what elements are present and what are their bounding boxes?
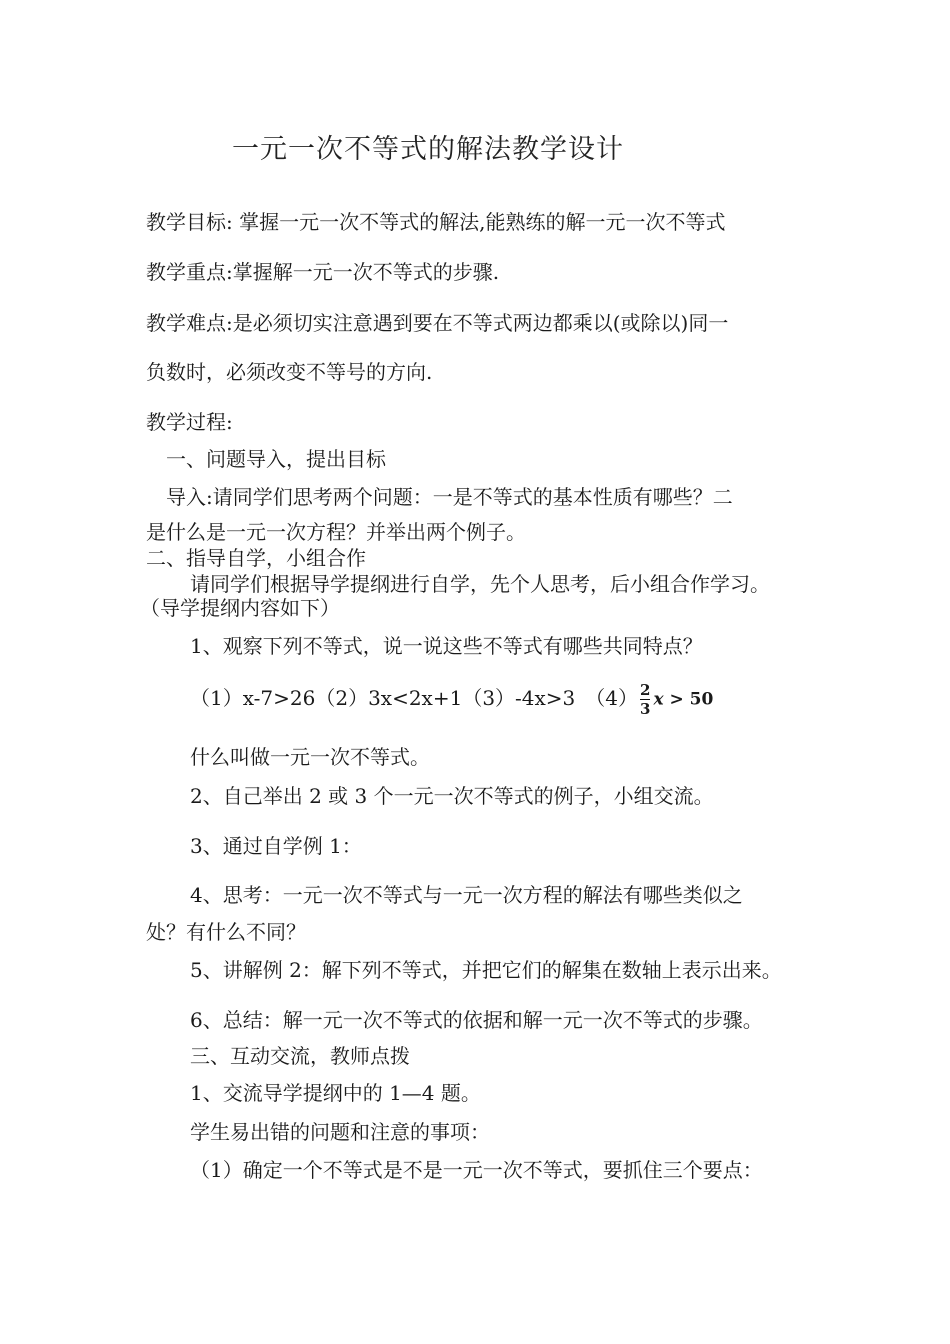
item-4-line-1: 4、思考：一元一次不等式与一元一次方程的解法有哪些类似之 bbox=[190, 883, 743, 907]
section-1-heading: 一、问题导入，提出目标 bbox=[166, 447, 386, 471]
teaching-goal: 教学目标: 掌握一元一次不等式的解法,能熟练的解一元一次不等式 bbox=[146, 210, 726, 234]
item-1: 1、观察下列不等式，说一说这些不等式有哪些共同特点？ bbox=[190, 634, 703, 658]
inequality-list bbox=[190, 680, 713, 718]
section-3-sub-1: （1）确定一个不等式是不是一元一次不等式，要抓住三个要点： bbox=[190, 1158, 763, 1182]
item-5: 5、讲解例 2：解下列不等式，并把它们的解集在数轴上表示出来。 bbox=[190, 958, 782, 982]
section-2-paragraph-line-2: （导学提纲内容如下） bbox=[140, 596, 340, 620]
section-3-item-1: 1、交流导学提纲中的 1—4 题。 bbox=[190, 1081, 481, 1105]
section-2-heading: 二、指导自学，小组合作 bbox=[146, 546, 366, 570]
item-1-question: 什么叫做一元一次不等式。 bbox=[190, 745, 430, 769]
section-1-paragraph-line-1: 导入:请同学们思考两个问题：一是不等式的基本性质有哪些？二 bbox=[166, 485, 733, 509]
fraction-numerator: 2 bbox=[640, 681, 651, 699]
item-2: 2、自己举出 2 或 3 个一元一次不等式的例子，小组交流。 bbox=[190, 784, 714, 808]
section-2-paragraph-line-1: 请同学们根据导学提纲进行自学，先个人思考，后小组合作学习。 bbox=[190, 572, 770, 596]
process-heading: 教学过程: bbox=[146, 410, 233, 434]
inequality-4-tail bbox=[653, 690, 713, 710]
section-3-note: 学生易出错的问题和注意的事项： bbox=[190, 1120, 490, 1144]
teaching-key-point: 教学重点:掌握解一元一次不等式的步骤. bbox=[146, 260, 500, 284]
fraction-two-thirds bbox=[640, 682, 650, 717]
section-1-paragraph-line-2: 是什么是一元一次方程？并举出两个例子。 bbox=[146, 520, 526, 544]
teaching-difficulty-line-2: 负数时，必须改变不等号的方向. bbox=[146, 360, 433, 384]
page-title: 一元一次不等式的解法教学设计 bbox=[232, 134, 624, 165]
teaching-difficulty-line-1: 教学难点:是必须切实注意遇到要在不等式两边都乘以(或除以)同一 bbox=[146, 311, 729, 335]
fraction-denominator: 3 bbox=[640, 700, 651, 718]
item-6: 6、总结：解一元一次不等式的依据和解一元一次不等式的步骤。 bbox=[190, 1008, 763, 1032]
variable-x: x bbox=[653, 689, 664, 710]
inequality-list-text: （1）x-7>26（2）3x<2x+1（3）-4x>3 （4） bbox=[190, 686, 639, 710]
inequality-4-rhs: > 50 bbox=[663, 689, 714, 710]
section-3-heading: 三、互动交流，教师点拨 bbox=[190, 1044, 410, 1068]
item-4-line-2: 处？有什么不同？ bbox=[146, 920, 306, 944]
item-3: 3、通过自学例 1： bbox=[190, 834, 362, 858]
